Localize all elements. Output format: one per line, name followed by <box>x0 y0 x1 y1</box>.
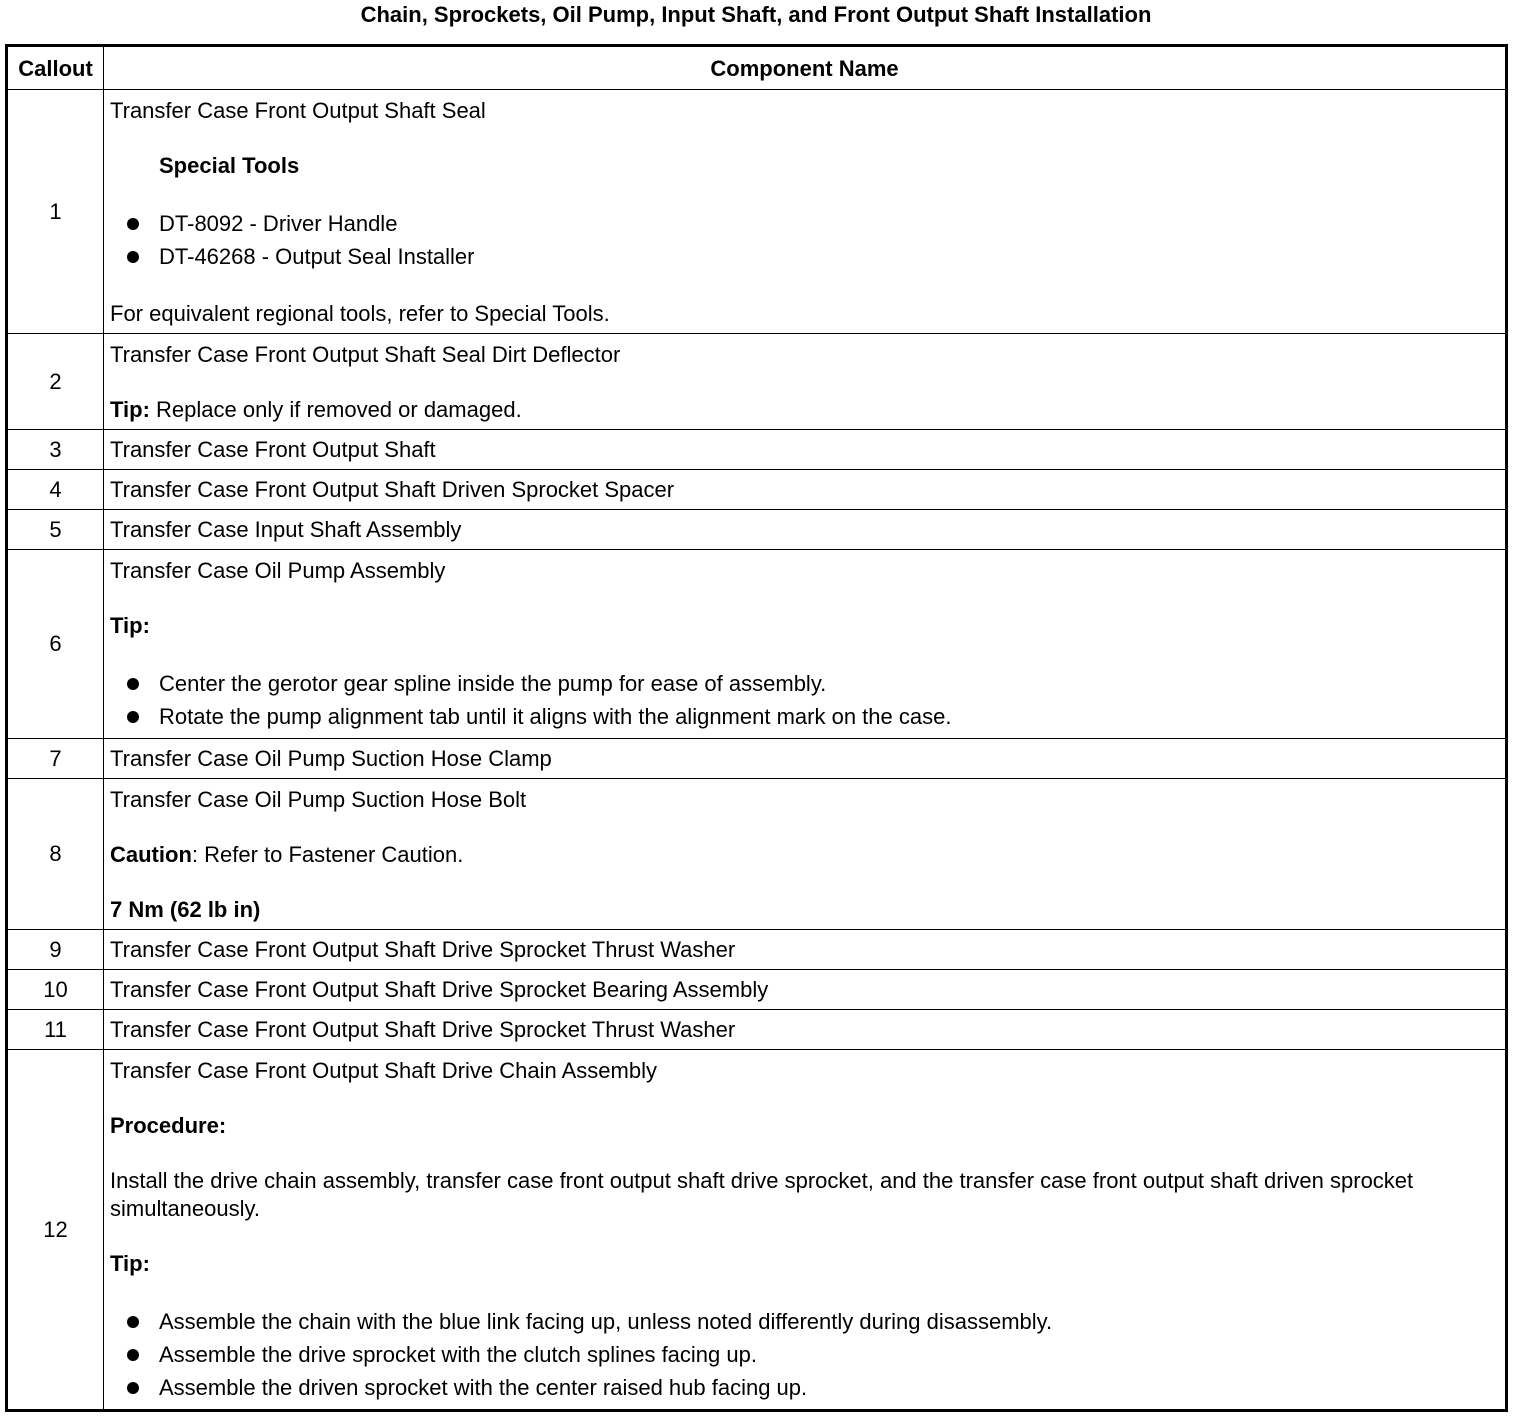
bullet-icon <box>127 711 139 723</box>
tools-note: For equivalent regional tools, refer to Special Tools. <box>110 301 610 326</box>
torque-spec: 7 Nm (62 lb in) <box>110 897 261 922</box>
callout-number: 12 <box>7 1050 104 1411</box>
header-row <box>7 46 1507 90</box>
component-name: Transfer Case Front Output Shaft Driven Sprocket Spacer <box>104 470 1507 510</box>
procedure-label: Procedure: <box>110 1113 227 1138</box>
component-name: Transfer Case Oil Pump Suction Hose Clamp <box>104 739 1507 779</box>
table-row <box>7 550 1507 739</box>
caution-text: : Refer to Fastener Caution. <box>191 842 464 867</box>
tip-label: Tip: <box>110 397 150 422</box>
callout-header: Callout <box>7 46 104 90</box>
list-item <box>110 700 1499 733</box>
component-name: Transfer Case Input Shaft Assembly <box>104 510 1507 550</box>
bullet-icon <box>127 678 139 690</box>
procedure-text: Install the drive chain assembly, transfer case front output shaft drive sprocket, and the transfer case front output shaft driven sprocket simultaneously. <box>110 1168 1414 1221</box>
table-row <box>7 334 1507 430</box>
callout-number: 3 <box>7 430 104 470</box>
bullet-icon <box>127 1316 139 1328</box>
component-cell <box>104 779 1507 930</box>
component-cell <box>104 550 1507 739</box>
component-cell <box>104 334 1507 430</box>
table-row <box>7 470 1507 510</box>
caution-line <box>110 841 1499 869</box>
components-table <box>5 44 1508 1412</box>
tip-text: Assemble the driven sprocket with the center raised hub facing up. <box>159 1375 808 1400</box>
callout-number: 10 <box>7 970 104 1010</box>
bullet-icon <box>127 1382 139 1394</box>
component-name: Transfer Case Front Output Shaft Drive Sprocket Bearing Assembly <box>104 970 1507 1010</box>
list-item <box>110 207 1499 240</box>
tool-text: DT-8092 - Driver Handle <box>159 211 398 236</box>
list-item <box>110 1338 1499 1371</box>
special-tools-heading: Special Tools <box>159 153 300 178</box>
callout-number: 6 <box>7 550 104 739</box>
tip-label: Tip: <box>110 1251 150 1276</box>
table-row <box>7 90 1507 334</box>
table-row <box>7 510 1507 550</box>
component-header: Component Name <box>104 46 1507 90</box>
callout-number: 5 <box>7 510 104 550</box>
bullet-icon <box>127 251 139 263</box>
table-row <box>7 970 1507 1010</box>
callout-number: 9 <box>7 930 104 970</box>
component-name: Transfer Case Front Output Shaft Seal Dirt Deflector <box>110 342 621 367</box>
tool-text: DT-46268 - Output Seal Installer <box>159 244 475 269</box>
table-row <box>7 1010 1507 1050</box>
tip-list <box>110 1305 1499 1404</box>
caution-label: Caution <box>110 842 192 867</box>
table-row <box>7 1050 1507 1411</box>
callout-number: 2 <box>7 334 104 430</box>
list-item <box>110 240 1499 273</box>
tip-list <box>110 667 1499 733</box>
tip-text: Assemble the drive sprocket with the clutch splines facing up. <box>159 1342 757 1367</box>
tool-list <box>110 207 1499 273</box>
table-row <box>7 779 1507 930</box>
tip-text: Assemble the chain with the blue link facing up, unless noted differently during disassembly. <box>159 1309 1053 1334</box>
bullet-icon <box>127 1349 139 1361</box>
component-name: Transfer Case Front Output Shaft Seal <box>110 98 486 123</box>
tip-text: Center the gerotor gear spline inside the pump for ease of assembly. <box>159 671 827 696</box>
page-title: Chain, Sprockets, Oil Pump, Input Shaft, and Front Output Shaft Installation <box>360 2 1152 27</box>
list-item <box>110 667 1499 700</box>
table-row <box>7 430 1507 470</box>
table-row <box>7 930 1507 970</box>
callout-number: 11 <box>7 1010 104 1050</box>
list-item <box>110 1305 1499 1338</box>
callout-number: 1 <box>7 90 104 334</box>
tip-text: Replace only if removed or damaged. <box>149 397 522 422</box>
callout-number: 8 <box>7 779 104 930</box>
tip-text: Rotate the pump alignment tab until it aligns with the alignment mark on the case. <box>159 704 952 729</box>
bullet-icon <box>127 218 139 230</box>
tip-label: Tip: <box>110 613 150 638</box>
component-name: Transfer Case Oil Pump Suction Hose Bolt <box>110 787 527 812</box>
list-item <box>110 1371 1499 1404</box>
component-name: Transfer Case Front Output Shaft Drive Chain Assembly <box>110 1058 657 1083</box>
component-name: Transfer Case Front Output Shaft <box>104 430 1507 470</box>
callout-number: 4 <box>7 470 104 510</box>
component-name: Transfer Case Oil Pump Assembly <box>110 558 446 583</box>
callout-number: 7 <box>7 739 104 779</box>
component-cell <box>104 1050 1507 1411</box>
component-cell <box>104 90 1507 334</box>
tip-line <box>110 396 1499 424</box>
component-name: Transfer Case Front Output Shaft Drive Sprocket Thrust Washer <box>104 930 1507 970</box>
table-row <box>7 739 1507 779</box>
component-name: Transfer Case Front Output Shaft Drive Sprocket Thrust Washer <box>104 1010 1507 1050</box>
